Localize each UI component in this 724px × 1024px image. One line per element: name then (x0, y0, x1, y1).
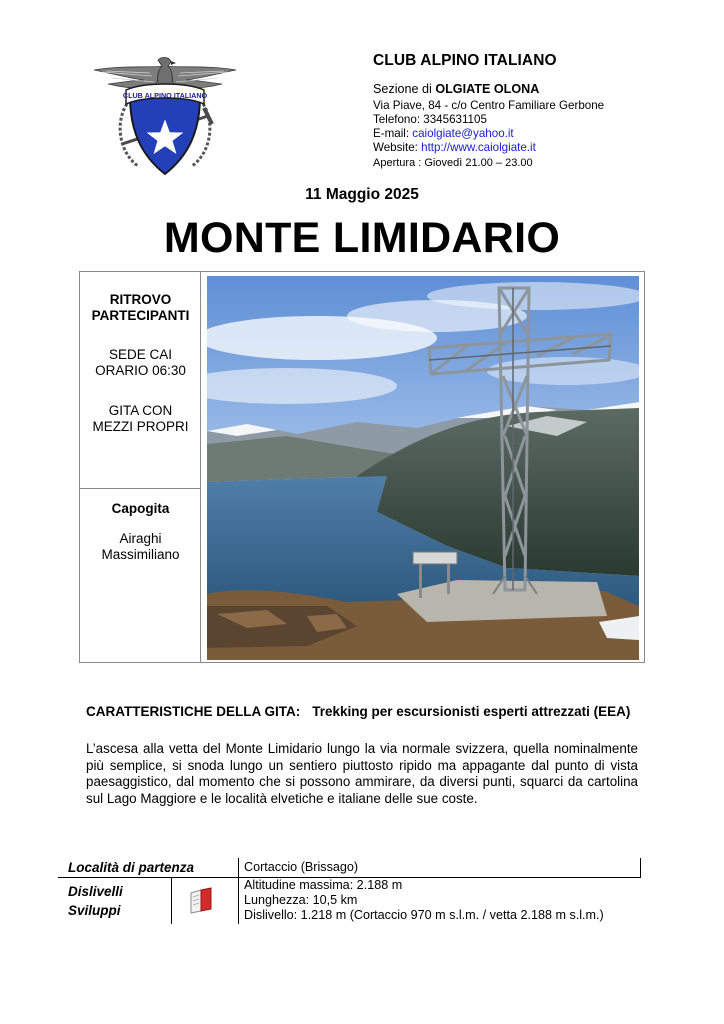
characteristics-value: Trekking per escursionisti esperti attrezzati (EEA) (312, 704, 631, 719)
website-line (373, 141, 536, 155)
table-icon-divider (171, 877, 172, 924)
leader-name (80, 531, 201, 563)
leader-heading: Capogita (111, 501, 170, 516)
email-label: E-mail: (373, 127, 413, 140)
meeting-heading-line2: PARTECIPANTI (91, 308, 190, 323)
meeting-place-line: SEDE CAI (108, 347, 173, 362)
meeting-heading-line1: RITROVO (109, 292, 172, 307)
opening-hours: Apertura : Giovedì 21.00 – 23.00 (373, 157, 533, 169)
meeting-heading (80, 292, 201, 324)
book-icon (188, 887, 214, 914)
cell-divider (80, 488, 201, 489)
page-title: MONTE LIMIDARIO (163, 214, 561, 262)
details-table (58, 858, 641, 924)
elevation-gain: Dislivello: 1.218 m (Cortaccio 970 m s.l.m. / vetta 2.188 m s.l.m.) (244, 908, 604, 922)
max-altitude: Altitudine massima: 2.188 m (244, 878, 403, 892)
address: Via Piave, 84 - c/o Centro Familiare Gerbone (373, 99, 605, 112)
elevation-label-line2: Sviluppi (68, 903, 121, 918)
elevation-label-line1: Dislivelli (68, 884, 123, 899)
characteristics-label: CARATTERISTICHE DELLA GITA: (86, 704, 301, 719)
website-link[interactable]: http://www.caiolgiate.it (421, 141, 536, 154)
website-label: Website: (373, 141, 422, 154)
start-location-label: Località di partenza (68, 860, 195, 875)
club-name: CLUB ALPINO ITALIANO (373, 52, 557, 69)
elevation-label (68, 882, 123, 920)
transport-line2: MEZZI PROPRI (92, 419, 189, 434)
leader-name-line2: Massimiliano (101, 547, 180, 562)
event-date: 11 Maggio 2025 (305, 186, 419, 203)
start-location-value: Cortaccio (Brissago) (244, 860, 359, 874)
phone: Telefono: 3345631105 (373, 113, 487, 126)
section-name: OLGIATE OLONA (435, 82, 540, 96)
info-left-column (80, 272, 201, 662)
email-link[interactable]: caiolgiate@yahoo.it (412, 127, 514, 140)
leader-name-line1: Airaghi (119, 531, 162, 546)
logo-text: CLUB ALPINO ITALIANO (122, 91, 208, 100)
trail-length: Lunghezza: 10,5 km (244, 893, 358, 907)
transport-line1: GITA CON (108, 403, 173, 418)
section-prefix: Sezione di (373, 82, 436, 96)
summit-cross-photo (207, 276, 639, 660)
transport-info (80, 403, 201, 435)
info-box (79, 271, 645, 663)
meeting-time-line: ORARIO 06:30 (95, 363, 186, 378)
cai-logo (92, 56, 238, 182)
table-column-divider (238, 858, 239, 924)
email-line (373, 127, 514, 141)
table-right-edge (640, 858, 641, 877)
meeting-place (80, 347, 201, 379)
trip-description: L’ascesa alla vetta del Monte Limidario lungo la via normale svizzera, quella nominalmente più semplice, si snoda lungo un sentiero piuttosto ripido ma appagante dal punto di vista paesaggistico, dal momento che si possono ammirare, da diversi punti, squarci da cartolina sul Lago Maggiore e le località elvetiche e italiane delle sue coste. (86, 741, 638, 806)
section-line (373, 82, 539, 96)
trip-characteristics-heading (86, 704, 638, 720)
